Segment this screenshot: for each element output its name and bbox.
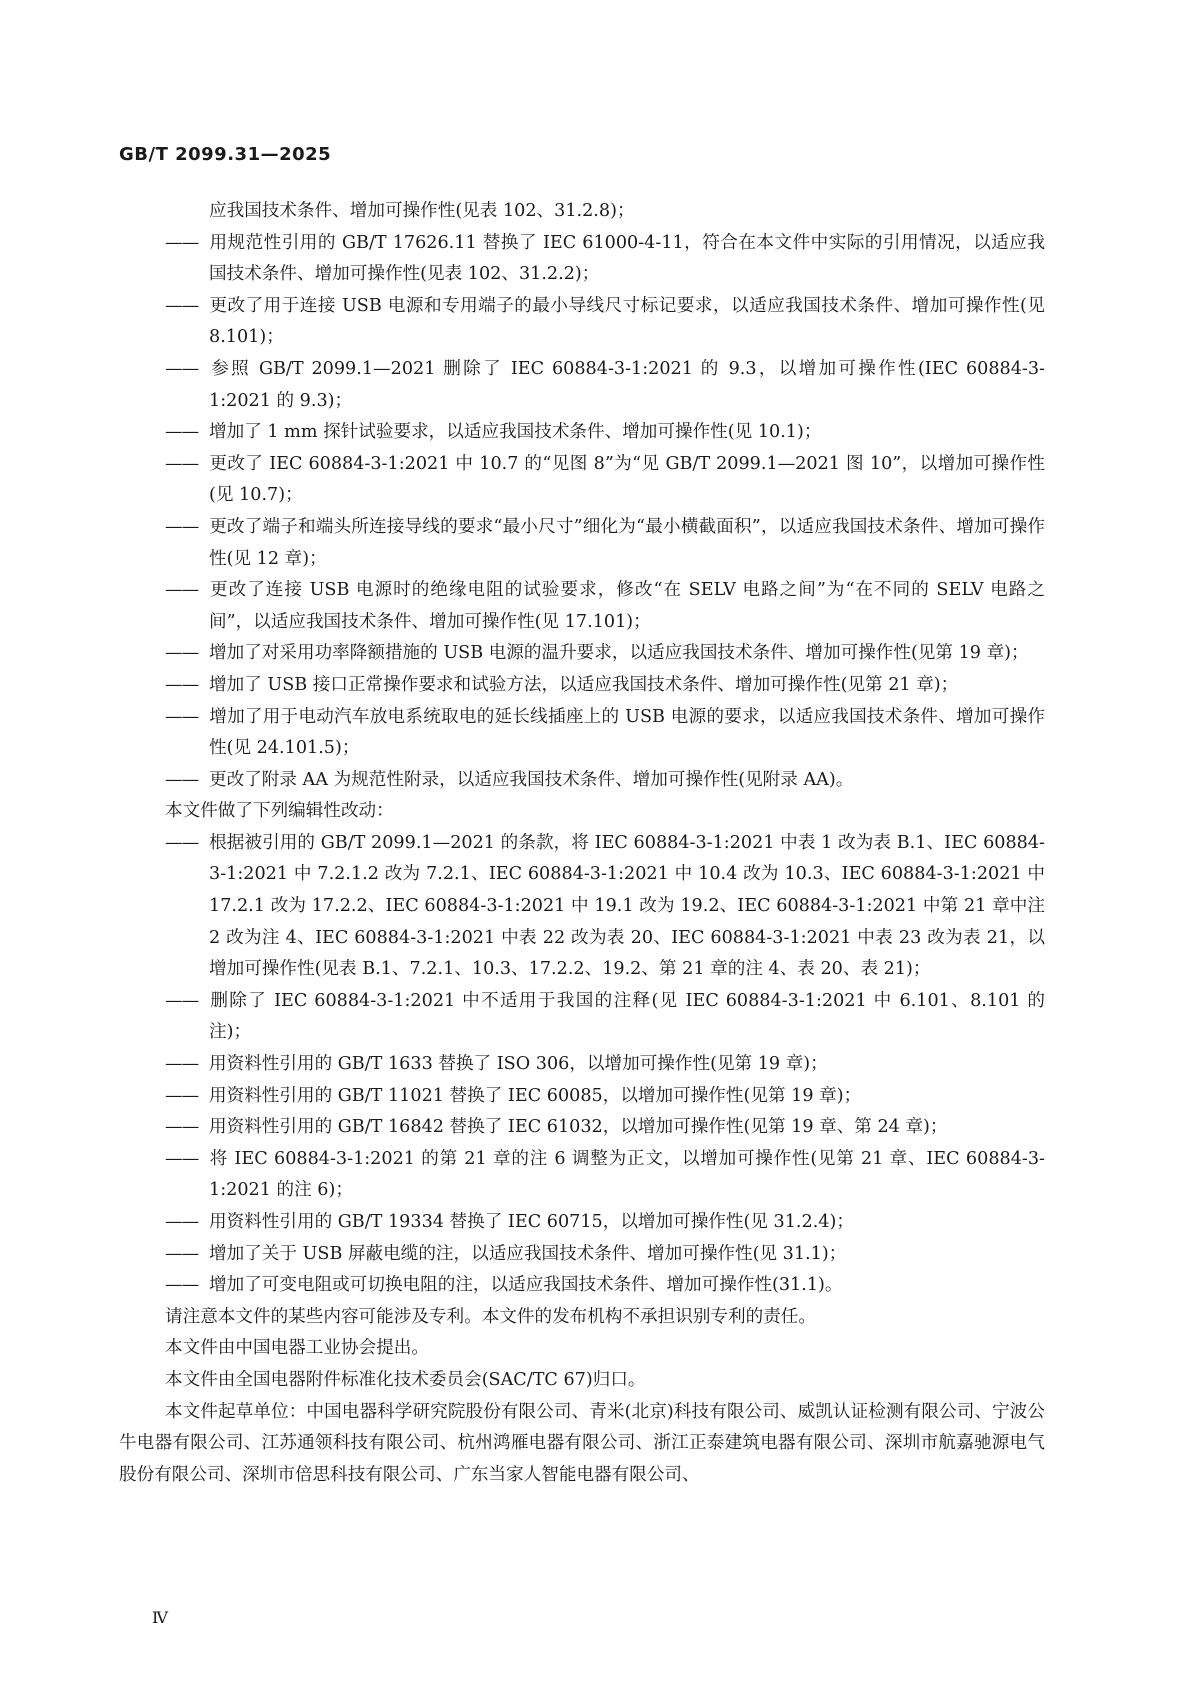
list-dash: —— (165, 453, 199, 474)
technical-change-item (165, 670, 1045, 702)
list-dash: —— (165, 1085, 199, 1106)
list-item-text: 更改了连接 USB 电源时的绝缘电阻的试验要求，修改“在 SELV 电路之间”为“在不同的 SELV 电路之间”，以适应我国技术条件、增加可操作性(见 17.101)； (209, 580, 1045, 632)
list-item-text: 更改了附录 AA 为规范性附录，以适应我国技术条件、增加可操作性(见附录 AA)。 (209, 769, 854, 790)
technical-change-item (165, 638, 1045, 670)
list-item-text: 用规范性引用的 GB/T 17626.11 替换了 IEC 61000-4-11，符合在本文件中实际的引用情况，以适应我国技术条件、增加可操作性(见表 102、31.2.2)； (209, 232, 1045, 285)
editorial-changes-list (165, 828, 1045, 1302)
drafting-units: 本文件起草单位：中国电器科学研究院股份有限公司、青米(北京)科技有限公司、威凯认证检测有限公司、宁波公牛电器有限公司、江苏通领科技有限公司、杭州鸿雁电器有限公司、浙江正泰建筑电器有限公司、深圳市航嘉驰源电气股份有限公司、深圳市倍思科技有限公司、广东当家人智能电器有限公司、 (119, 1401, 1045, 1485)
list-item-text: 更改了用于连接 USB 电源和专用端子的最小导线尺寸标记要求，以适应我国技术条件、增加可操作性(见 8.101)； (209, 295, 1045, 348)
technical-change-item (165, 765, 1045, 797)
list-dash: —— (165, 295, 199, 316)
list-item-text: 用资料性引用的 GB/T 1633 替换了 ISO 306，以增加可操作性(见第 19 章)； (209, 1054, 828, 1075)
technical-change-item (165, 575, 1045, 638)
list-dash: —— (165, 674, 199, 695)
technical-change-item (165, 354, 1045, 417)
list-dash: —— (165, 1212, 199, 1232)
technical-change-item (165, 291, 1045, 354)
list-dash: —— (165, 1054, 199, 1075)
list-dash: —— (165, 832, 199, 853)
list-dash: —— (165, 232, 199, 253)
technical-change-item (165, 702, 1045, 765)
continued-line: 应我国技术条件、增加可操作性(见表 102、31.2.8)； (209, 201, 635, 221)
patent-notice: 请注意本文件的某些内容可能涉及专利。本文件的发布机构不承担识别专利的责任。 (165, 1306, 816, 1327)
technical-change-item (165, 449, 1045, 512)
list-item-text: 增加了 1 mm 探针试验要求，以适应我国技术条件、增加可操作性(见 10.1)； (209, 422, 822, 443)
list-item-text: 增加了对采用功率降额措施的 USB 电源的温升要求，以适应我国技术条件、增加可操作性(见第 19 章)； (209, 643, 1029, 664)
list-dash: —— (165, 358, 199, 379)
editorial-change-item (165, 1112, 1045, 1144)
editorial-intro: 本文件做了下列编辑性改动： (165, 801, 394, 822)
list-dash: —— (165, 516, 199, 537)
page-number: Ⅳ (152, 1608, 168, 1627)
list-item-text: 增加了用于电动汽车放电系统取电的延长线插座上的 USB 电源的要求，以适应我国技术条件、增加可操作性(见 24.101.5)； (209, 706, 1045, 759)
list-dash: —— (165, 990, 199, 1011)
proposed-by: 本文件由中国电器工业协会提出。 (165, 1338, 429, 1359)
list-item-text: 根据被引用的 GB/T 2099.1—2021 的条款，将 IEC 60884-3-1:2021 中表 1 改为表 B.1、IEC 60884-3-1:2021 中 7.2.1.2 改为 7.2.1、IEC 60884-3-1:2021 中 10.4 改为 10.3、IEC 60884-3-1:2021 中 17.2.1 改为 17.2.2、IEC 60884-3-1:2021 中 19.1 改为 19.2、IEC 60884-3-1:2021 中第 21 章中注 2 改为注 4、IEC 60884-3-1:2021 中表 22 改为表 20、IEC 60884-3-1:2021 中表 23 改为表 21，以增加可操作性(见表 B.1、7.2.1、10.3、17.2.2、19.2、第 21 章的注 4、表 20、表 21)； (209, 832, 1045, 980)
list-dash: —— (165, 1148, 199, 1169)
list-item-text: 增加了关于 USB 屏蔽电缆的注，以适应我国技术条件、增加可操作性(见 31.1)； (209, 1243, 847, 1264)
list-item-text: 将 IEC 60884-3-1:2021 的第 21 章的注 6 调整为正文，以增加可操作性(见第 21 章、IEC 60884-3-1:2021 的注 6)； (209, 1148, 1045, 1201)
editorial-change-item (165, 1049, 1045, 1081)
list-item-text: 用资料性引用的 GB/T 19334 替换了 IEC 60715，以增加可操作性(见 31.2.4)； (209, 1212, 854, 1232)
list-dash: —— (165, 1243, 199, 1264)
list-dash: —— (165, 1275, 199, 1296)
list-dash: —— (165, 706, 199, 727)
editorial-change-item (165, 986, 1045, 1049)
editorial-change-item (165, 1207, 1045, 1239)
list-item-text: 增加了 USB 接口正常操作要求和试验方法，以适应我国技术条件、增加可操作性(见第 21 章)； (209, 674, 959, 695)
list-dash: —— (165, 1117, 199, 1138)
technical-change-item (165, 228, 1045, 291)
list-item-text: 用资料性引用的 GB/T 11021 替换了 IEC 60085，以增加可操作性(见第 19 章)； (209, 1085, 862, 1106)
managed-by: 本文件由全国电器附件标准化技术委员会(SAC/TC 67)归口。 (165, 1369, 646, 1390)
editorial-change-item (165, 1081, 1045, 1113)
editorial-change-item (165, 1270, 1045, 1302)
list-dash: —— (165, 643, 199, 664)
list-dash: —— (165, 580, 199, 601)
list-item-text: 增加了可变电阻或可切换电阻的注，以适应我国技术条件、增加可操作性(31.1)。 (209, 1275, 843, 1296)
list-item-text: 删除了 IEC 60884-3-1:2021 中不适用于我国的注释(见 IEC 60884-3-1:2021 中 6.101、8.101 的注)； (209, 990, 1045, 1043)
document-body (119, 196, 1045, 1491)
technical-change-item (165, 417, 1045, 449)
list-dash: —— (165, 769, 199, 790)
technical-change-item (165, 512, 1045, 575)
list-item-text: 用资料性引用的 GB/T 16842 替换了 IEC 61032，以增加可操作性(见第 19 章、第 24 章)； (209, 1117, 948, 1138)
list-dash: —— (165, 422, 199, 443)
editorial-change-item (165, 828, 1045, 986)
technical-changes-list (165, 228, 1045, 797)
standard-number-header: GB/T 2099.31—2025 (119, 144, 332, 165)
editorial-change-item (165, 1239, 1045, 1271)
editorial-change-item (165, 1144, 1045, 1207)
list-item-text: 更改了端子和端头所连接导线的要求“最小尺寸”细化为“最小横截面积”，以适应我国技术条件、增加可操作性(见 12 章)； (209, 516, 1045, 569)
list-item-text: 参照 GB/T 2099.1—2021 删除了 IEC 60884-3-1:2021 的 9.3，以增加可操作性(IEC 60884-3-1:2021 的 9.3)； (209, 358, 1045, 411)
list-item-text: 更改了 IEC 60884-3-1:2021 中 10.7 的“见图 8”为“见 GB/T 2099.1—2021 图 10”，以增加可操作性(见 10.7)； (209, 453, 1045, 506)
